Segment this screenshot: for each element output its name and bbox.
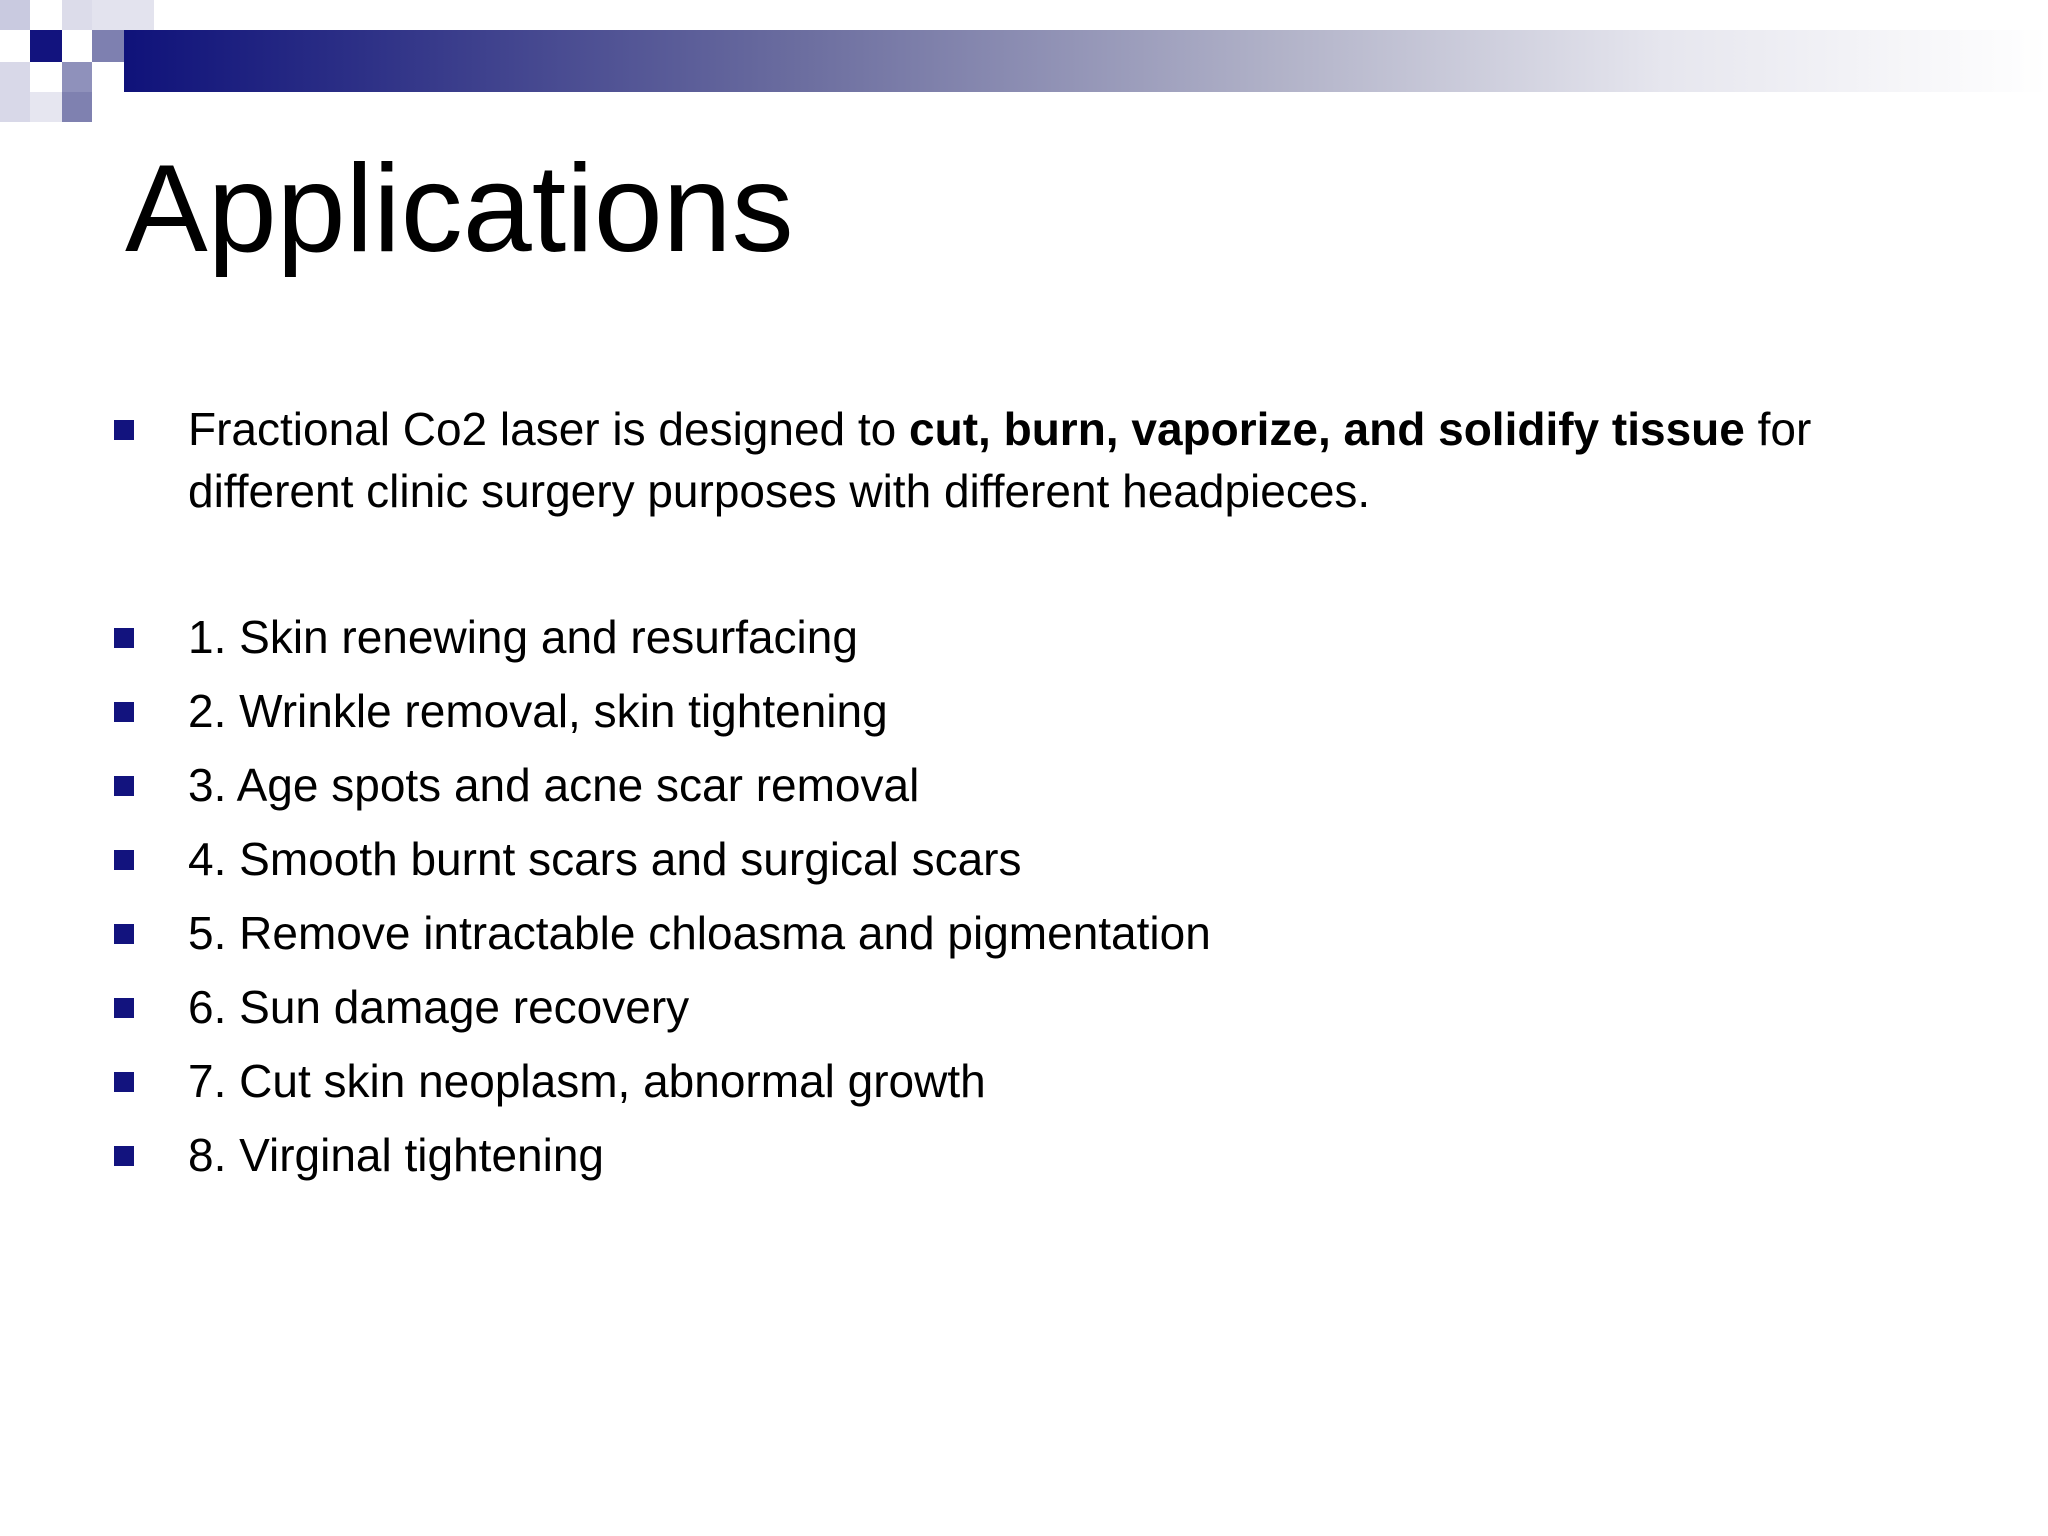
square-bullet-icon — [114, 1146, 134, 1166]
square-bullet-icon — [114, 924, 134, 944]
square-bullet-icon — [114, 420, 134, 440]
decor-square — [92, 0, 154, 30]
intro-text — [188, 398, 1978, 522]
decor-square — [30, 30, 62, 62]
square-bullet-icon — [114, 702, 134, 722]
header-gradient-bar — [124, 30, 2048, 92]
list-item-text: 3. Age spots and acne scar removal — [188, 759, 920, 811]
list-item-text: 8. Virginal tightening — [188, 1129, 604, 1181]
list-item-text: 4. Smooth burnt scars and surgical scars — [188, 833, 1022, 885]
decor-square — [62, 92, 92, 122]
intro-lead: Fractional Co2 laser is designed to — [188, 403, 910, 455]
intro-tail: for different clinic surgery purposes with different headpieces. — [188, 403, 1812, 517]
slide-title: Applications — [125, 140, 794, 278]
list-item-text: 6. Sun damage recovery — [188, 981, 690, 1033]
square-bullet-icon — [114, 776, 134, 796]
square-bullet-icon — [114, 1072, 134, 1092]
list-item-text: 5. Remove intractable chloasma and pigmentation — [188, 907, 1211, 959]
square-bullet-icon — [114, 998, 134, 1018]
decor-square — [92, 30, 124, 62]
decor-square — [30, 92, 62, 122]
decor-square — [0, 0, 30, 30]
square-bullet-icon — [114, 850, 134, 870]
list-item-text: 2. Wrinkle removal, skin tightening — [188, 685, 888, 737]
decor-square — [62, 0, 92, 30]
list-item-text: 1. Skin renewing and resurfacing — [188, 611, 858, 663]
decor-square — [0, 62, 30, 122]
square-bullet-icon — [114, 628, 134, 648]
decor-square — [62, 62, 92, 92]
intro-emphasis: cut, burn, vaporize, and solidify tissue — [909, 403, 1745, 455]
list-item-text: 7. Cut skin neoplasm, abnormal growth — [188, 1055, 986, 1107]
